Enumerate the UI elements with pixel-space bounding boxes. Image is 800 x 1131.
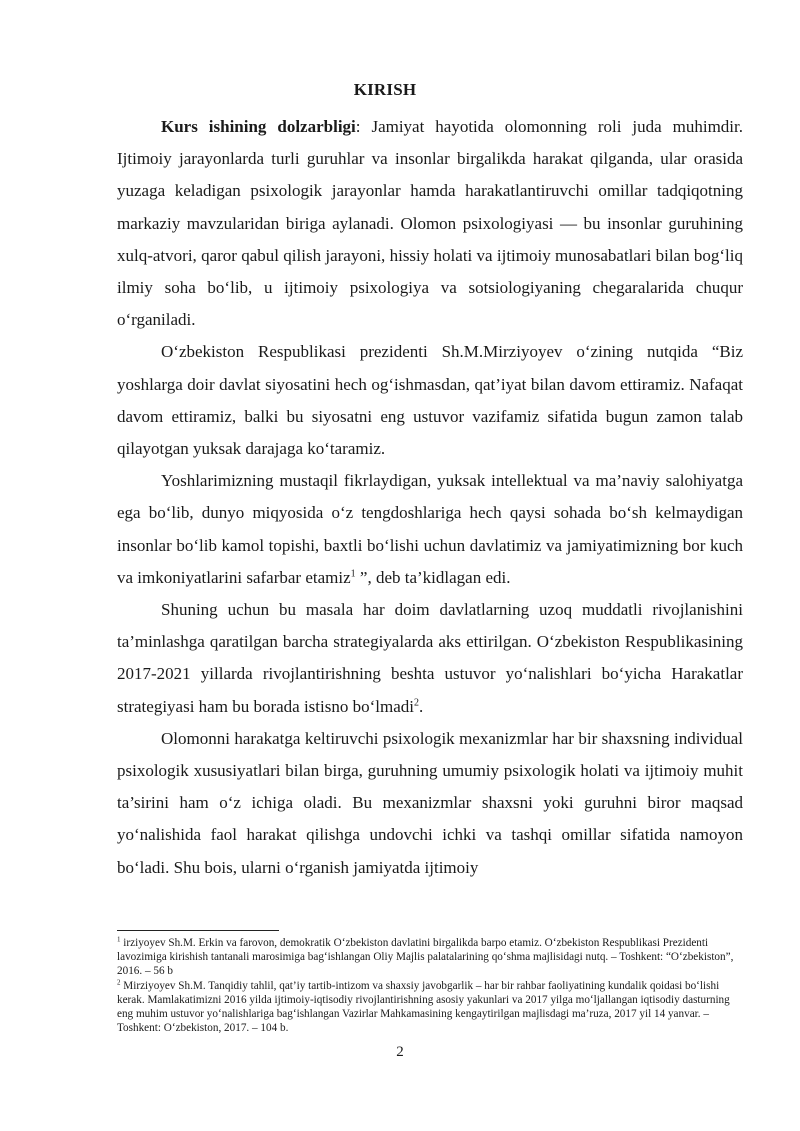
- footnote-2: [117, 979, 747, 1036]
- relevance-text: : Jamiyat hayotida olomonning roli juda muhimdir. Ijtimoiy jarayonlarda turli guruhlar va insonlar birgalikda harakat qilganda, ular orasida yuzaga keladigan psixologik jarayonlar hamda harakatlantiruvchi omillar tadqiqotning markaziy mavzularidan biriga aylanadi. Olomon psixologiyasi — bu insonlar guruhining xulq-atvori, qaror qabul qilish jarayoni, hissiy holati va ijtimoiy munosabatlari bilan bog‘liq ilmiy soha bo‘lib, u ijtimoiy psixologiya va sotsiologiyaning chegaralarida chuqur o‘rganiladi.: [117, 117, 743, 330]
- footnote-text-1: irziyoyev Sh.M. Erkin va farovon, demokratik O‘zbekiston davlatini birgalikda barpo etamiz. O‘zbekiston Respublikasi Prezidenti lavozimiga kirishish tantanali marosimiga bag‘ishlangan Oliy Majlis palatalarining qo‘shma majlisidagi nutq. – Toshkent: “O‘zbekiston”, 2016. – 56 b: [117, 937, 734, 978]
- strategy-text-end: .: [418, 696, 424, 716]
- paragraph-youth: [117, 465, 743, 594]
- page-number: 2: [396, 1044, 404, 1060]
- paragraph-mechanisms: Olomonni harakatga keltiruvchi psixologik mexanizmlar har bir shaxsning individual psixologik xususiyatlari bilan birga, guruhning umumiy psixologik holati va ijtimoiy muhit ta’sirini ham o‘z ichiga oladi. Bu mexanizmlar shaxsni yoki guruhni biror maqsad yo‘nalishida faol harakat qilishga undovchi ichki va tashqi omillar sifatida namoyon bo‘ladi. Shu bois, ularni o‘rganish jamiyatda ijtimoiy: [117, 728, 743, 877]
- body-text: [117, 111, 743, 884]
- footnote-ref-1[interactable]: 1: [350, 568, 356, 580]
- strategy-text: Shuning uchun bu masala har doim davlatlarning uzoq muddatli rivojlanishini ta’minlashga qaratilgan barcha strategiyalarda aks ettirilgan. O‘zbekiston Respublikasining 2017-2021 yillarda rivojlantirishning beshta ustuvor yo‘nalishlari bo‘yicha Harakatlar strategiyasi ham bu borada istisno bo‘lmadi: [117, 600, 743, 716]
- footnote-1: [117, 936, 747, 979]
- paragraph-president-speech: O‘zbekiston Respublikasi prezidenti Sh.M.Mirziyoyev o‘zining nutqida “Biz yoshlarga doir davlat siyosatini hech og‘ishmasdan, qat’iyat bilan davom ettiramiz. Nafaqat davom ettiramiz, balki bu siyosatni eng ustuvor vazifamiz sifatida bugun zamon talab qilayotgan yuksak darajaga ko‘taramiz.: [117, 342, 743, 459]
- footnotes: [117, 936, 747, 1035]
- footnote-text-2: Mirziyoyev Sh.M. Tanqidiy tahlil, qat’iy tartib-intizom va shaxsiy javobgarlik – har bir rahbar faoliyatining kundalik qoidasi bo‘lishi kerak. Mamlakatimizni 2016 yilda ijtimoiy-iqtisodiy rivojlantirishning asosiy yakunlari va 2017 yilga mo‘ljallangan iqtisodiy dasturning eng muhim ustuvor yo‘nalishlariga bag‘ishlangan Vazirlar Mahkamasining kengaytirilgan majlisdagi ma’ruza, 2017 yil 14 yanvar. – Toshkent: O‘zbekiston, 2017. – 104 b.: [117, 979, 730, 1035]
- paragraph-strategy: [117, 594, 743, 723]
- footnote-mark-1: 1: [117, 935, 121, 944]
- footnote-mark-2: 2: [117, 977, 121, 986]
- footnote-ref-2[interactable]: 2: [413, 697, 419, 708]
- paragraph-relevance: [117, 111, 743, 336]
- relevance-lead: Kurs ishining dolzarbligi: [161, 117, 356, 136]
- page-title: KIRISH: [353, 80, 417, 99]
- youth-text-end: ”, deb ta’kidlagan edi.: [355, 567, 511, 587]
- footnote-separator: [117, 930, 279, 931]
- youth-text: Yoshlarimizning mustaqil fikrlaydigan, yuksak intellektual va ma’naviy salohiyatga ega bo‘lib, dunyo miqyosida o‘z tengdoshlariga hech qaysi sohada bo‘sh kelmaydigan insonlar bo‘lib kamol topishi, baxtli bo‘lishi uchun davlatimiz va jamiyatimizning bor kuch va imkoniyatlarini safarbar etamiz: [117, 471, 743, 587]
